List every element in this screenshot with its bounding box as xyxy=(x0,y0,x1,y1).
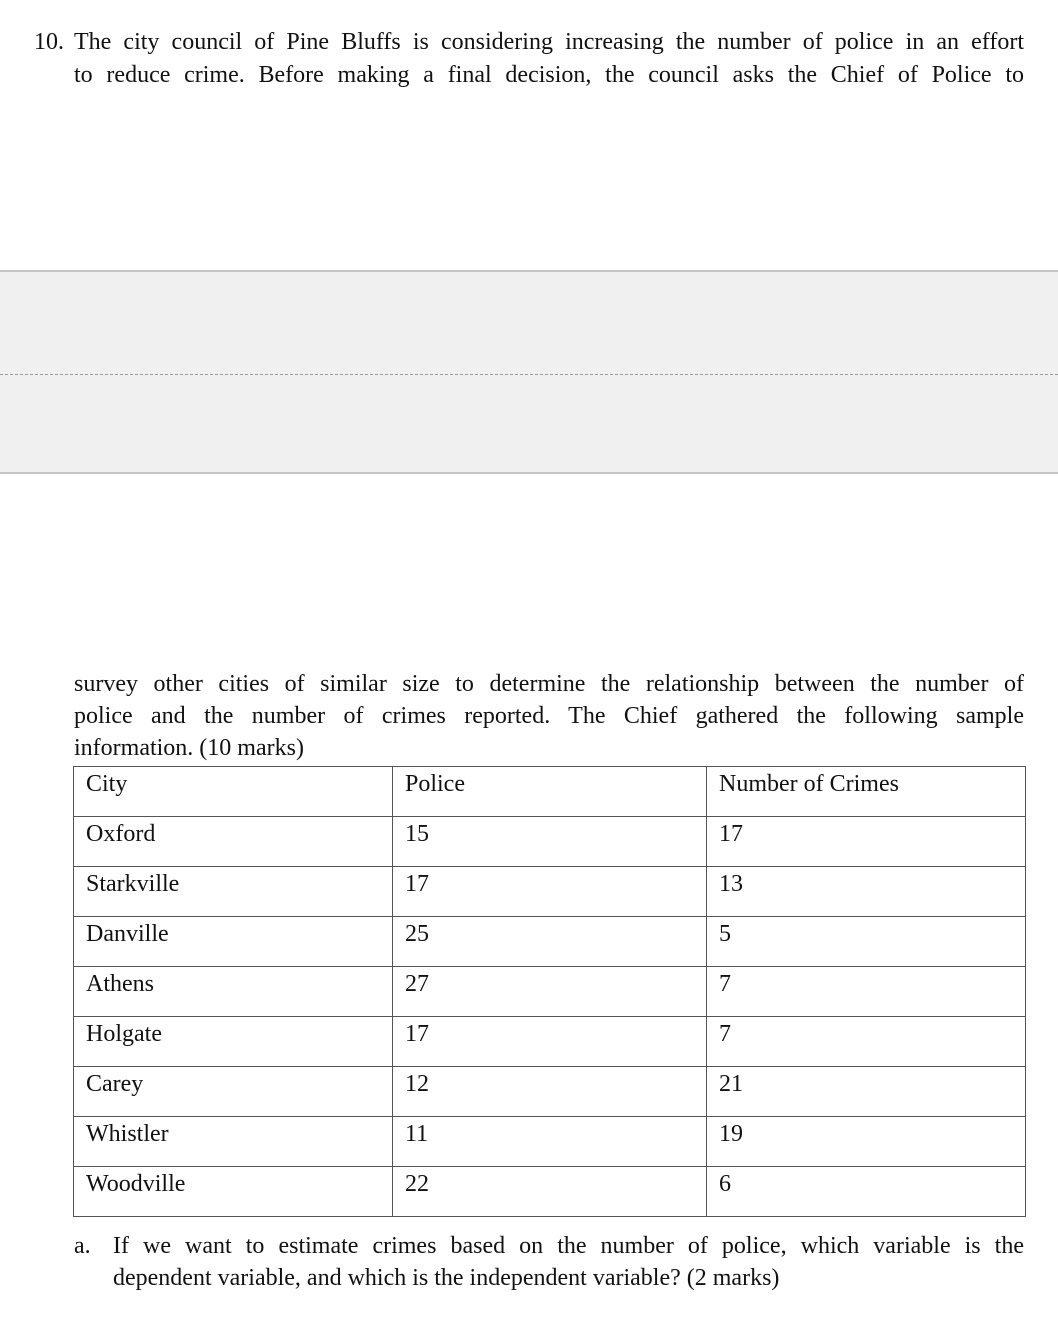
table-cell: 22 xyxy=(393,1167,707,1217)
page-break-dashed-line xyxy=(0,374,1058,375)
sub-question-label: a. xyxy=(74,1233,91,1259)
table-cell: 11 xyxy=(393,1117,707,1167)
table-header-cell: Police xyxy=(393,767,707,817)
table-cell: Danville xyxy=(74,917,393,967)
table-cell: Whistler xyxy=(74,1117,393,1167)
table-cell: 7 xyxy=(707,967,1026,1017)
table-header-cell: Number of Crimes xyxy=(707,767,1026,817)
table-cell: 17 xyxy=(393,867,707,917)
table-cell: 7 xyxy=(707,1017,1026,1067)
table-cell: 25 xyxy=(393,917,707,967)
table-row xyxy=(74,917,1026,967)
table-cell: 12 xyxy=(393,1067,707,1117)
table-row xyxy=(74,867,1026,917)
sub-question-text xyxy=(113,1230,1024,1294)
table-row xyxy=(74,1067,1026,1117)
table-cell: 17 xyxy=(707,817,1026,867)
question-cont-line-2: police and the number of crimes reported. The Chief gathered the following sample xyxy=(74,703,1024,729)
table-cell: 19 xyxy=(707,1117,1026,1167)
table-cell: 27 xyxy=(393,967,707,1017)
data-table xyxy=(73,766,1026,1217)
table-cell: Carey xyxy=(74,1067,393,1117)
question-intro-line-2: to reduce crime. Before making a final decision, the council asks the Chief of Police to xyxy=(74,62,1024,88)
table-cell: Starkville xyxy=(74,867,393,917)
table-cell: Athens xyxy=(74,967,393,1017)
table-row xyxy=(74,817,1026,867)
sub-question-line-1: If we want to estimate crimes based on the number of police, which variable is the xyxy=(113,1233,1024,1259)
table-cell: 21 xyxy=(707,1067,1026,1117)
table-cell: Holgate xyxy=(74,1017,393,1067)
table-row xyxy=(74,1017,1026,1067)
table-cell: Woodville xyxy=(74,1167,393,1217)
table-row xyxy=(74,1167,1026,1217)
table-cell: 15 xyxy=(393,817,707,867)
page-break-band xyxy=(0,270,1058,474)
table-cell: 13 xyxy=(707,867,1026,917)
table-row xyxy=(74,1117,1026,1167)
table-cell: 6 xyxy=(707,1167,1026,1217)
table-cell: 17 xyxy=(393,1017,707,1067)
question-intro-line-1: The city council of Pine Bluffs is considering increasing the number of police in an effort xyxy=(74,29,1024,55)
question-number: 10. xyxy=(34,29,64,55)
table-cell: Oxford xyxy=(74,817,393,867)
question-cont-line-3: information. (10 marks) xyxy=(74,735,304,761)
table-header-cell: City xyxy=(74,767,393,817)
table-cell: 5 xyxy=(707,917,1026,967)
table-header-row xyxy=(74,767,1026,817)
sub-question-line-2: dependent variable, and which is the independent variable? (2 marks) xyxy=(113,1265,780,1291)
table-row xyxy=(74,967,1026,1017)
question-cont-line-1: survey other cities of similar size to determine the relationship between the number of xyxy=(74,671,1024,697)
